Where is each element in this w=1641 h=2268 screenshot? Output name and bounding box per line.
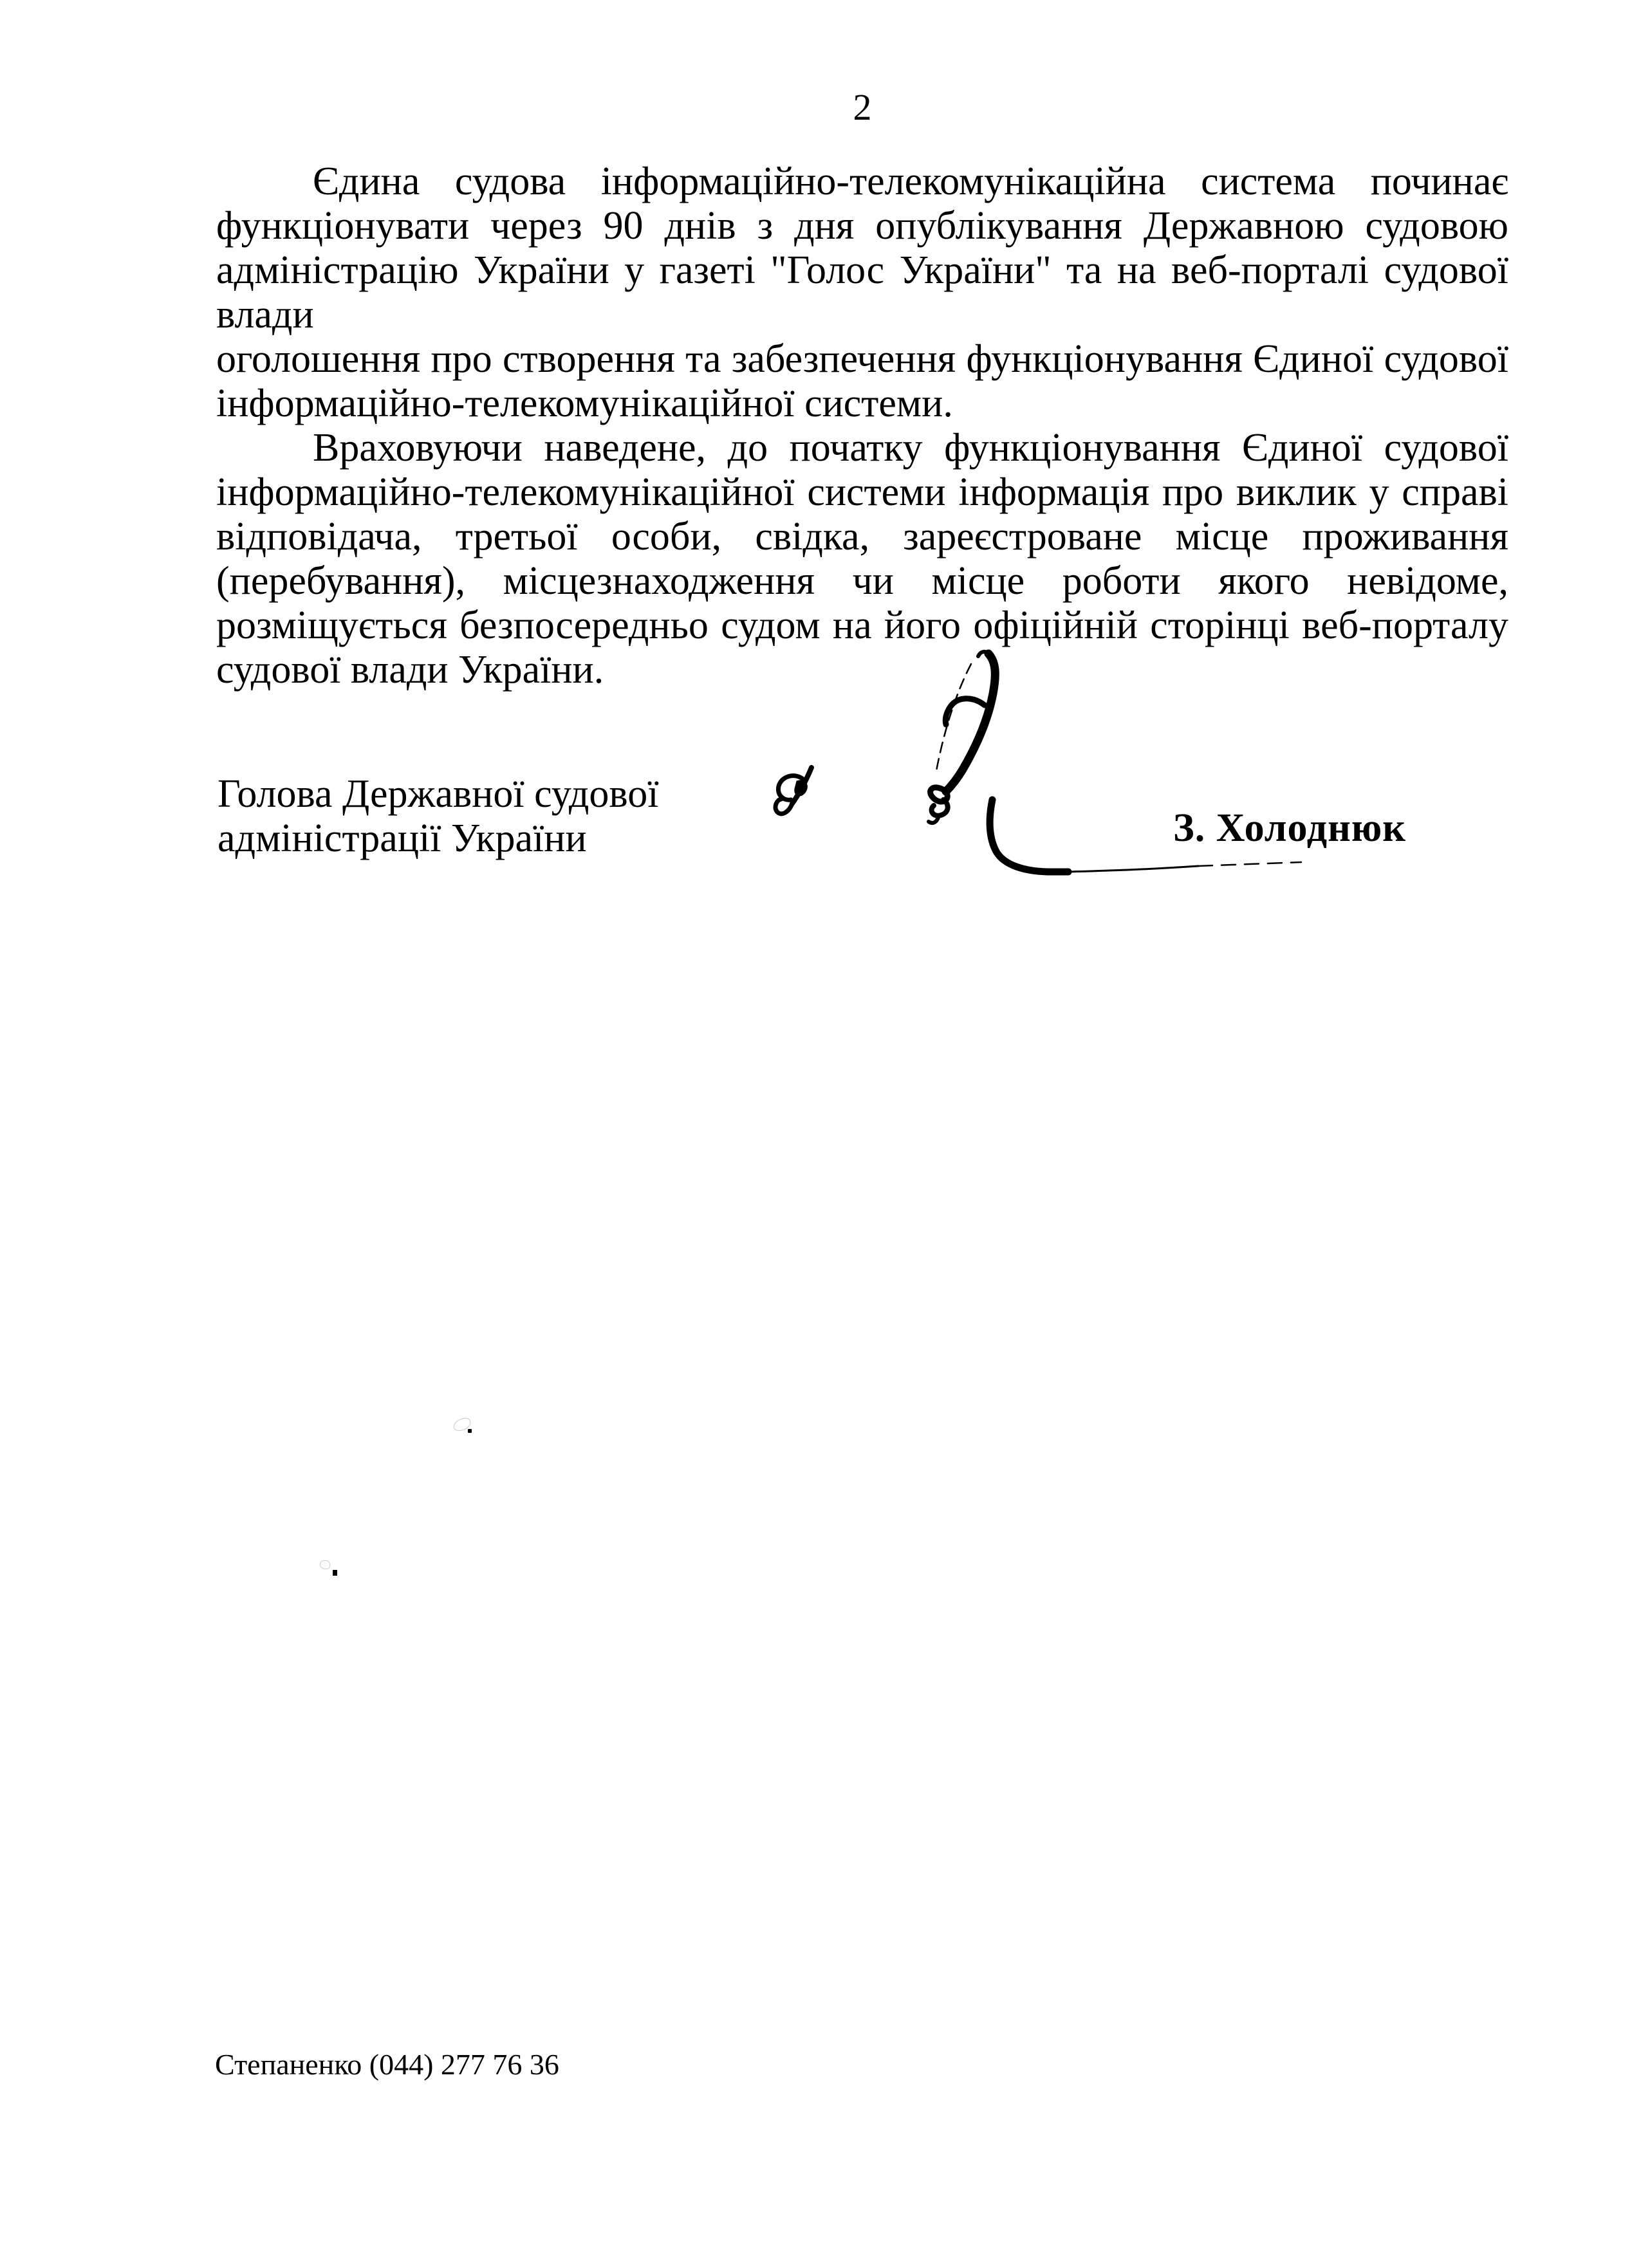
body-line: Враховуючи наведене, до початку функціонування Єдиної судової	[313, 426, 1508, 470]
page-number: 2	[853, 86, 872, 128]
scan-speck	[320, 1560, 330, 1569]
scan-speck	[468, 1429, 472, 1433]
body-line: Єдина судова інформаційно-телекомунікаційна система починає	[313, 160, 1508, 203]
signer-title-line1: Голова Державної судової	[218, 772, 659, 816]
body-line: адміністрацію України у газеті "Голос України" та на веб-порталі судової влади	[216, 248, 1508, 337]
body-line: розміщується безпосередньо судом на його офіційній сторінці веб-порталу	[216, 604, 1508, 647]
footer-contact: Степаненко (044) 277 76 36	[215, 2048, 559, 2081]
body-line: відповідача, третьої особи, свідка, зареєстроване місце проживання	[216, 515, 1508, 558]
body-line: інформаційно-телекомунікаційної системи.	[216, 382, 953, 425]
signature-initial-flourish	[775, 768, 811, 814]
signer-title	[218, 772, 659, 861]
body-line: інформаційно-телекомунікаційної системи інформація про виклик у справі	[216, 470, 1508, 514]
signer-title-line2: адміністрації України	[218, 816, 587, 860]
body-line: функціонувати через 90 днів з дня опублікування Державною судовою	[216, 204, 1508, 248]
document-body	[216, 160, 1508, 692]
body-line: оголошення про створення та забезпечення функціонування Єдиної судової	[216, 337, 1508, 381]
signature-main-stroke	[929, 652, 995, 823]
scan-speck	[333, 1570, 337, 1576]
signer-name: З. Холоднюк	[1173, 806, 1406, 850]
body-line: (перебування), місцезнаходження чи місце роботи якого невідоме,	[216, 559, 1508, 603]
body-line: судової влади України.	[216, 648, 604, 692]
paragraph	[216, 160, 1508, 426]
handwritten-signature	[740, 631, 1326, 914]
